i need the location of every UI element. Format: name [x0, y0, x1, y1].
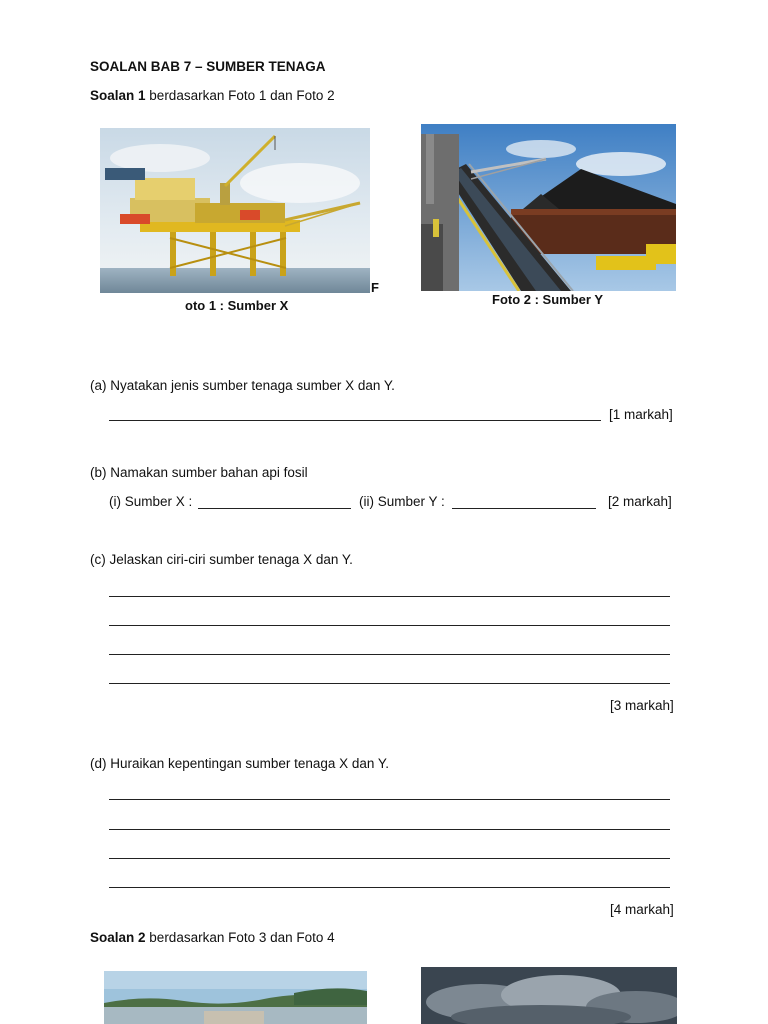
question-2-label: Soalan 2	[90, 930, 146, 945]
photo-1-stray-letter: F	[371, 280, 379, 295]
question-1d: (d) Huraikan kepentingan sumber tenaga X dan Y.	[90, 756, 389, 771]
question-1-intro: berdasarkan Foto 1 dan Foto 2	[149, 88, 335, 103]
coal-conveyor-illustration	[421, 124, 676, 291]
answer-line-1d-3[interactable]	[109, 858, 670, 859]
answer-line-1c-1[interactable]	[109, 596, 670, 597]
photo-1-caption: oto 1 : Sumber X	[185, 298, 289, 313]
marks-1b: [2 markah]	[608, 494, 672, 509]
question-1c: (c) Jelaskan ciri-ciri sumber tenaga X dan Y.	[90, 552, 353, 567]
photo-3-lake-landscape	[104, 971, 367, 1024]
worksheet-title: SOALAN BAB 7 – SUMBER TENAGA	[90, 59, 326, 74]
question-1b: (b) Namakan sumber bahan api fosil	[90, 465, 308, 480]
marks-1d: [4 markah]	[610, 902, 674, 917]
question-1-label: Soalan 1	[90, 88, 146, 103]
answer-line-1b-i[interactable]	[198, 508, 351, 509]
answer-line-1c-4[interactable]	[109, 683, 670, 684]
question-2-intro: berdasarkan Foto 3 dan Foto 4	[149, 930, 335, 945]
photo-4-storm-clouds	[421, 967, 677, 1024]
photo-1-oil-platform	[100, 128, 370, 293]
oil-platform-illustration	[100, 128, 370, 293]
answer-line-1d-1[interactable]	[109, 799, 670, 800]
answer-line-1d-2[interactable]	[109, 829, 670, 830]
question-1a: (a) Nyatakan jenis sumber tenaga sumber X dan Y.	[90, 378, 395, 393]
photo-2-coal-conveyor	[421, 124, 676, 291]
answer-line-1b-ii[interactable]	[452, 508, 596, 509]
answer-line-1c-3[interactable]	[109, 654, 670, 655]
question-1b-i-label: (i) Sumber X :	[109, 494, 193, 509]
question-1b-ii-label: (ii) Sumber Y :	[359, 494, 445, 509]
lake-landscape-illustration	[104, 971, 367, 1024]
marks-1c: [3 markah]	[610, 698, 674, 713]
storm-clouds-illustration	[421, 967, 677, 1024]
answer-line-1a[interactable]	[109, 420, 601, 421]
answer-line-1c-2[interactable]	[109, 625, 670, 626]
photo-2-caption: Foto 2 : Sumber Y	[492, 292, 603, 307]
marks-1a: [1 markah]	[609, 407, 673, 422]
answer-line-1d-4[interactable]	[109, 887, 670, 888]
question-2-heading	[90, 930, 335, 945]
question-1-heading	[90, 88, 335, 103]
